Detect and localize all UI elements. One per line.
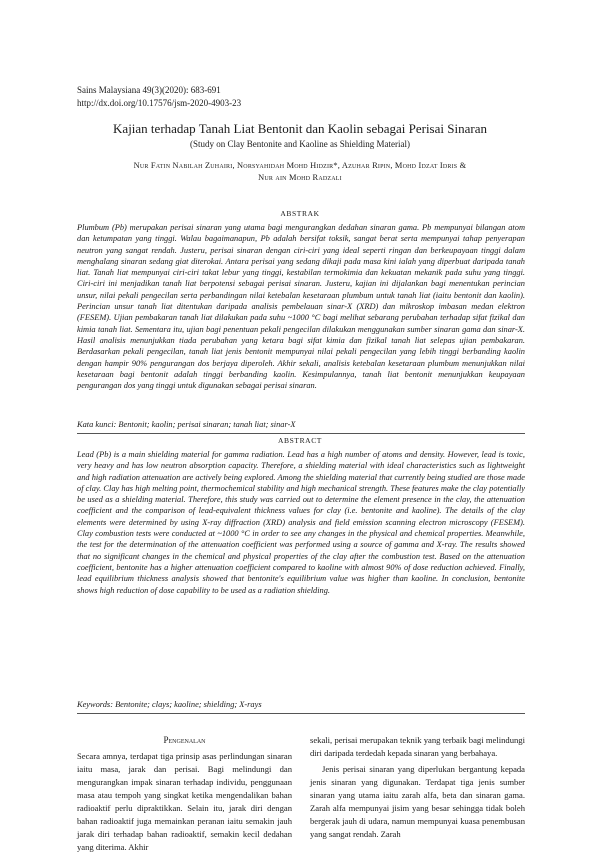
journal-citation: Sains Malaysiana 49(3)(2020): 683-691 <box>77 85 221 95</box>
abstract-text: Lead (Pb) is a main shielding material for gamma radiation. Lead has a high number of atoms and density. However, lead is toxic, very heavy and has low neutron absorption capacity. Therefore, a shielding material with ideal characteristics such as lightweight and high radiation attenuation are actively being explored. Among the shielding material that currently being studied are those made of clay. Clay has high melting point, thermochemical stability and high mechanical strength. These features make the clay potentially be used as a shielding material. Therefore, this study was carried out to determine the element presence in the clay, the attenuation coefficient and the comparison of lead-equivalent thickness values for clay (i.e. bentonite and kaoline). The details of the clay elements were determined by using X-ray diffraction (XRD) analysis and field emission scanning electron microscopy (FESEM). Clay combustion tests were conducted at ~1000 °C in order to see any changes in the physical and chemical properties. Meanwhile, the test for the determination of the attenuation coefficient was performed using a source of gamma and X-ray. The results showed that no significant changes in the chemical and physical properties of the clay after the combustion test. Based on the attenuation coefficient, bentonite has a higher attenuation coefficient compared to kaoline with almost 90% of dose reduction achieved. Finally, lead equilibrium thickness analysis showed that bentonite's equilibrium value was higher than kaoline. In conclusion, bentonite shows high reduction of dose capability to be used as a radiation shielding. <box>77 450 525 595</box>
abstract-heading: ABSTRACT <box>278 436 322 445</box>
divider <box>77 433 525 434</box>
body-paragraph: Secara amnya, terdapat tiga prinsip asas perlindungan sinaran iaitu masa, jarak dan perisai. Bagi melindungi dan mengurangkan impak sinaran terhadap individu, penggunaan masa atau tempoh yang singkat ketika mengendalikan bahan radioaktif perlu dipraktikkan. Selain itu, jarak diri dengan bahan radioaktif juga memainkan peranan iaitu semakin jauh jarak diri terhadap bahan radioaktif, semakin kecil dedahan yang diterima. Akhir <box>77 751 292 852</box>
body-column-left <box>77 734 292 854</box>
abstrak-text: Plumbum (Pb) merupakan perisai sinaran yang utama bagi mengurangkan dedahan sinaran gama. Pb mempunyai bilangan atom dan ketumpatan yang tinggi. Walau bagaimanapun, Pb adalah bersifat toksik, sangat berat serta mempunyai tahap penyerapan neutron yang sangat rendah. Justeru, perisai sinaran dengan ciri-ciri yang ideal seperti ringan dan berkeupayaan tinggi dalam menghalang sinaran sedang giat diterokai. Antara perisai yang sedang dikaji pada masa kini ialah yang diperbuat daripada tanah liat. Tanah liat mempunyai ciri-ciri takat lebur yang tinggi, kestabilan termokimia dan kekuatan mekanik pada suhu yang tinggi. Ciri-ciri ini menjadikan tanah liat berpotensi sebagai perisai sinaran. Justeru, kajian ini dijalankan bagi menentukan perincian unsur, nilai pekali pengecilan serta perbandingan nilai ketebalan kesetaraan plumbum untuk tanah liat (iaitu bentonit dan kaolin). Perincian unsur tanah liat ditentukan daripada analisis pembelauan sinar-X (XRD) dan mikroskop imbasan medan elektron (FESEM). Ujian pembakaran tanah liat dilakukan pada suhu ~1000 °C bagi melihat sebarang perubahan terhadap sifat fizikal dan kimia tanah liat. Sementara itu, ujian bagi penentuan pekali pengecilan dilakukan menggunakan sumber sinaran gama dan sinar-X. Hasil analisis menunjukkan tiada perubahan yang ketara bagi sifat kimia dan fizikal tanah liat selepas ujian pembakaran. Berdasarkan pekali pengecilan, tanah liat jenis bentonit mempunyai nilai pekali pengecilan yang lebih tinggi berbanding kaolin dengan hampir 90% pengurangan dos berjaya diperoleh. Akhir sekali, analisis ketebalan kesetaraan plumbum menunjukkan nilai kesetaraan bagi bentonit adalah tinggi berbanding kaolin. Kesimpulannya, tanah liat bentonit menunjukkan keupayaan pengurangan dos yang tinggi untuk digunakan sebagai perisai sinaran. <box>77 223 525 391</box>
kata-kunci: Kata kunci: Bentonit; kaolin; perisai sinaran; tanah liat; sinar-X <box>77 420 296 429</box>
body-column-right <box>310 734 525 841</box>
doi-link[interactable]: http://dx.doi.org/10.17576/jsm-2020-4903-23 <box>77 98 242 108</box>
journal-info <box>77 84 241 110</box>
paper-subtitle: (Study on Clay Bentonite and Kaoline as Shielding Material) <box>190 139 410 149</box>
author-list <box>80 160 520 184</box>
body-paragraph: Jenis perisai sinaran yang diperlukan bergantung kepada jenis sinaran yang digunakan. Terdapat tiga jenis sumber sinaran yang utama iaitu zarah alfa, beta dan sinaran gama. Zarah alfa mempunyai jisim yang besar sehingga tidak boleh bergerak jauh di udara, namun mempunyai kuasa penembusan yang sangat rendah. Zarah <box>310 764 525 839</box>
author-line-2: Nur ain Mohd Radzali <box>258 173 342 182</box>
section-heading: Pengenalan <box>163 735 206 745</box>
body-paragraph: sekali, perisai merupakan teknik yang terbaik bagi melindungi diri daripada terdedah kepada sinaran yang berbahaya. <box>310 735 525 758</box>
abstrak-heading: ABSTRAK <box>280 209 320 218</box>
paper-title: Kajian terhadap Tanah Liat Bentonit dan Kaolin sebagai Perisai Sinaran <box>113 121 487 136</box>
author-line-1: Nur Fatin Nabilah Zuhairi, Norsyahidah Mohd Hidzir*, Azuhar Ripin, Mohd Idzat Idris & <box>133 161 467 170</box>
keywords: Keywords: Bentonite; clays; kaoline; shielding; X-rays <box>77 700 262 709</box>
divider <box>77 713 525 714</box>
